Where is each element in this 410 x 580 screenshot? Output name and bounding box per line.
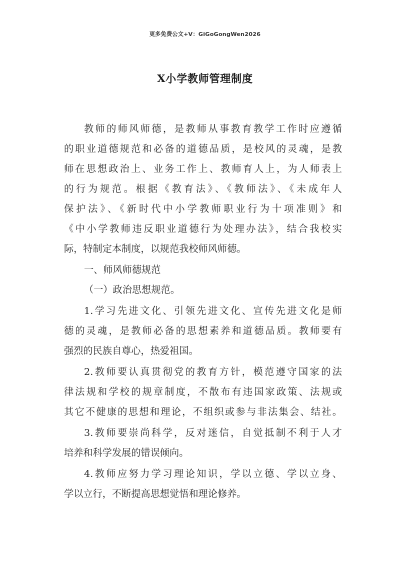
paragraph-line: 律法规和学校的规章制度，不散布有违国家政策、法规或	[64, 387, 342, 398]
section-heading: 一、师风师德规范	[84, 265, 161, 276]
paragraph-line: 4.教师应努力学习理论知识，学以立德、学以立身、	[84, 469, 342, 480]
paragraph-line: 师在思想政治上、业务工作上、教师育人上，为人师表上	[64, 164, 342, 175]
paragraph-line: 其它不健康的思想和理论，不组织或参与非法集会、结社。	[64, 407, 342, 418]
paragraph-line: 德的灵魂，是教师必备的思想素养和道德品质。教师要有	[64, 326, 342, 337]
paragraph-line: 1.学习先进文化、引领先进文化、宣传先进文化是师	[84, 306, 342, 317]
paragraph-line: 教师的师风师德，是教师从事教育教学工作时应遵循	[84, 124, 342, 135]
paragraph-line: 学以立行，不断提高思想觉悟和理论修养。	[64, 489, 247, 500]
paragraph-line: 培养和科学发展的错误倾向。	[64, 448, 189, 459]
paragraph-line: 的行为规范。根据《教育法》、《教师法》、《未成年人	[64, 184, 342, 195]
paragraph-line: 2.教师要认真贯彻党的教育方针，模范遵守国家的法	[84, 367, 342, 378]
subsection-heading: （一）政治思想规范。	[84, 285, 180, 296]
paragraph-line: 的职业道德规范和必备的道德品质，是校风的灵魂，是教	[64, 144, 342, 155]
paragraph-line: 3.教师要崇尚科学，反对迷信，自觉抵制不利于人才	[84, 428, 342, 439]
paragraph-line: 保护法》、《新时代中小学教师职业行为十项准则》和	[64, 204, 342, 215]
paragraph-line: 际，特制定本制度，以规范我校师风师德。	[64, 244, 247, 255]
paragraph-line: 强烈的民族自尊心，热爱祖国。	[64, 346, 199, 357]
header-note: 更多免费公文+V：GiGoGongWen2026	[149, 32, 261, 38]
document-title: X小学教师管理制度	[157, 73, 253, 85]
paragraph-line: 《中小学教师违反职业道德行为处理办法》，结合我校实	[64, 224, 342, 235]
